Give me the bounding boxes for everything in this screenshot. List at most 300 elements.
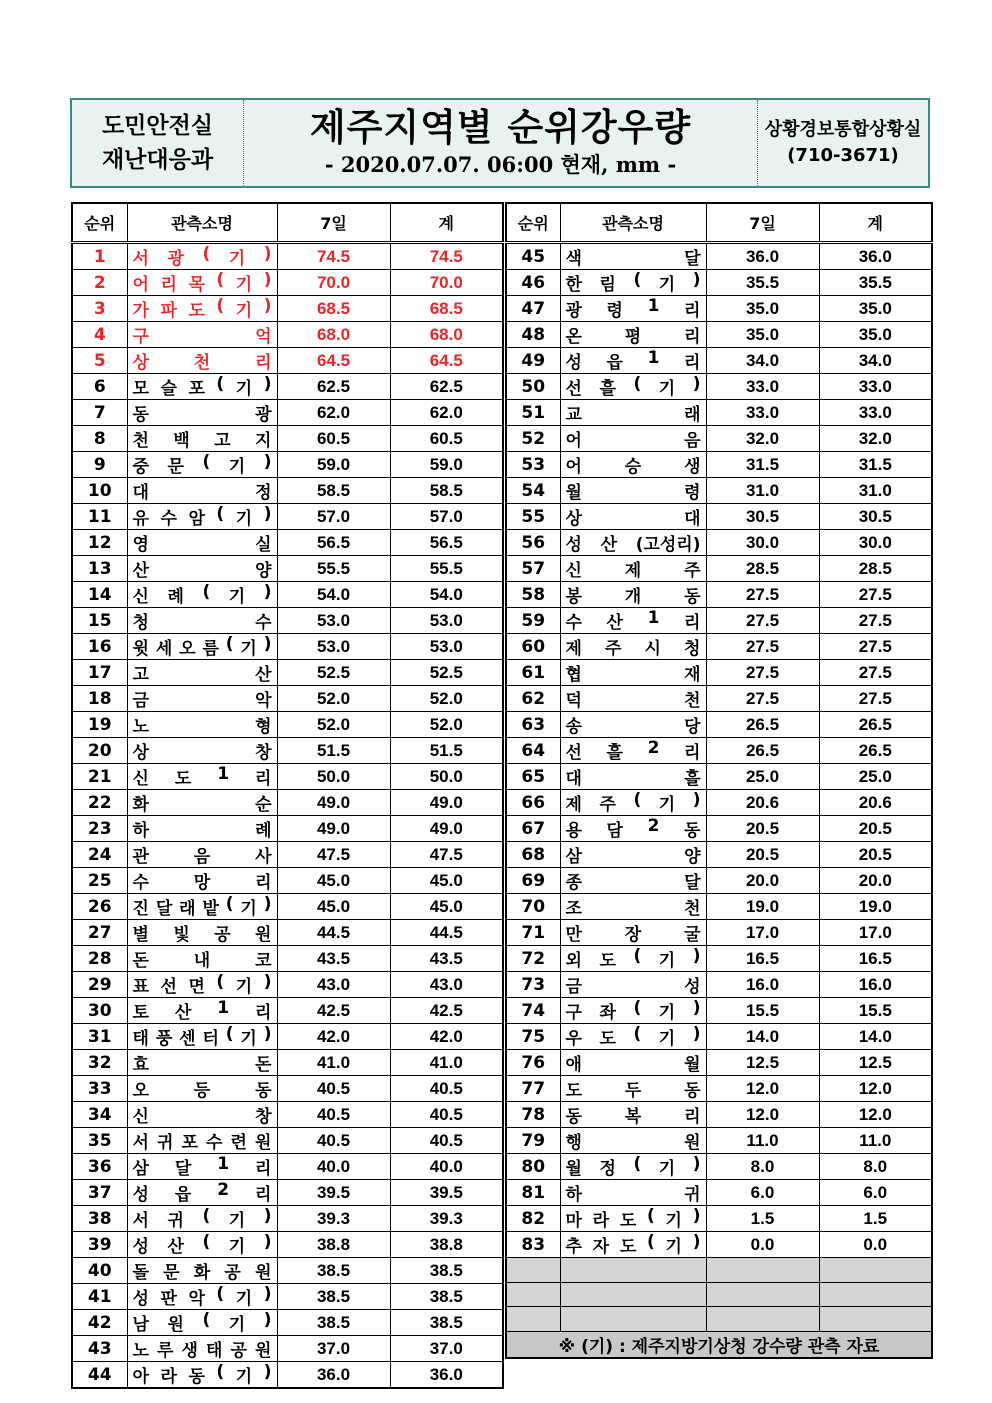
rain-7day-cell: 20.5 (706, 816, 819, 842)
station-name: 하 례 (132, 821, 272, 841)
rank-cell: 79 (506, 1128, 560, 1154)
station-name: 모 슬 포 ( 기 ) (132, 374, 272, 399)
station-name: 수 망 리 (132, 873, 272, 893)
rain-total-cell: 15.5 (819, 998, 932, 1024)
rank-cell: 57 (506, 556, 560, 582)
rain-total-cell: 53.0 (390, 634, 503, 660)
rain-total-cell: 49.0 (390, 816, 503, 842)
table-row (72, 1128, 503, 1154)
title-block (244, 100, 758, 186)
rain-total-cell: 43.0 (390, 972, 503, 998)
rain-7day-cell: 38.5 (277, 1310, 390, 1336)
table-row (506, 686, 932, 712)
rank-cell: 78 (506, 1102, 560, 1128)
table-row (506, 894, 932, 920)
rank-cell: 8 (72, 426, 127, 452)
rank-cell: 37 (72, 1180, 127, 1206)
rain-total-cell: 32.0 (819, 426, 932, 452)
station-name: 성 읍 1 리 (565, 348, 701, 373)
station-name: 산 양 (132, 561, 272, 581)
rain-7day-cell: 60.5 (277, 426, 390, 452)
station-name: 금 성 (565, 977, 701, 997)
table-row (72, 842, 503, 868)
empty-cell (819, 1307, 932, 1332)
rank-cell: 71 (506, 920, 560, 946)
rain-total-cell: 27.5 (819, 582, 932, 608)
table-row (72, 660, 503, 686)
table-row (506, 1154, 932, 1180)
rain-total-cell: 31.0 (819, 478, 932, 504)
rain-7day-cell: 12.0 (706, 1102, 819, 1128)
rain-7day-cell: 53.0 (277, 634, 390, 660)
rank-cell: 55 (506, 504, 560, 530)
rank-cell: 36 (72, 1154, 127, 1180)
table-row (506, 998, 932, 1024)
table-row (506, 764, 932, 790)
rain-7day-cell: 30.5 (706, 504, 819, 530)
rain-7day-cell: 38.5 (277, 1284, 390, 1310)
station-name-cell (560, 946, 706, 972)
rain-total-cell: 35.0 (819, 296, 932, 322)
station-name: 동 복 리 (565, 1107, 701, 1127)
station-name: 구 좌 ( 기 ) (565, 998, 701, 1023)
empty-cell (560, 1258, 706, 1283)
rain-7day-cell: 8.0 (706, 1154, 819, 1180)
table-row (72, 1180, 503, 1206)
rain-total-cell: 33.0 (819, 400, 932, 426)
rank-cell: 13 (72, 556, 127, 582)
station-name: 선 흘 ( 기 ) (565, 374, 701, 399)
rank-cell: 20 (72, 738, 127, 764)
rain-total-cell: 54.0 (390, 582, 503, 608)
table-row (506, 452, 932, 478)
station-name-cell (560, 1232, 706, 1258)
station-name-cell (560, 1050, 706, 1076)
table-row (72, 790, 503, 816)
rain-7day-cell: 27.5 (706, 582, 819, 608)
rain-total-cell: 59.0 (390, 452, 503, 478)
station-name: 대 흘 (565, 769, 701, 789)
station-name: 애 월 (565, 1055, 701, 1075)
col-rank-header: 순위 (72, 203, 127, 243)
table-row (72, 374, 503, 400)
station-name: 토 산 1 리 (132, 998, 272, 1023)
rain-total-cell: 27.5 (819, 660, 932, 686)
rain-total-cell: 45.0 (390, 868, 503, 894)
table-row (506, 530, 932, 556)
rain-total-cell: 74.5 (390, 243, 503, 270)
rain-total-cell: 12.5 (819, 1050, 932, 1076)
rain-total-cell: 58.5 (390, 478, 503, 504)
rank-cell: 9 (72, 452, 127, 478)
rain-7day-cell: 53.0 (277, 608, 390, 634)
station-name: 선 흘 2 리 (565, 738, 701, 763)
rank-cell: 41 (72, 1284, 127, 1310)
station-name-cell (127, 712, 277, 738)
rain-total-cell: 6.0 (819, 1180, 932, 1206)
table-row (72, 400, 503, 426)
rain-total-cell: 35.0 (819, 322, 932, 348)
table-row (506, 868, 932, 894)
rain-total-cell: 28.5 (819, 556, 932, 582)
table-row (506, 1050, 932, 1076)
station-name: 상 대 (565, 509, 701, 529)
table-row (72, 243, 503, 270)
station-name-cell (127, 530, 277, 556)
rain-total-cell: 38.5 (390, 1284, 503, 1310)
rain-total-cell: 35.5 (819, 270, 932, 296)
rain-total-cell: 64.5 (390, 348, 503, 374)
station-name: 성 읍 2 리 (132, 1180, 272, 1205)
station-name-cell (127, 1310, 277, 1336)
rain-7day-cell: 43.0 (277, 972, 390, 998)
table-row (506, 322, 932, 348)
rain-7day-cell: 0.0 (706, 1232, 819, 1258)
rank-cell: 12 (72, 530, 127, 556)
rain-7day-cell: 32.0 (706, 426, 819, 452)
rain-7day-cell: 45.0 (277, 868, 390, 894)
table-row (72, 972, 503, 998)
station-name: 서 귀 ( 기 ) (132, 1206, 272, 1231)
rain-7day-cell: 33.0 (706, 400, 819, 426)
table-row (72, 816, 503, 842)
station-name: 만 장 굴 (565, 925, 701, 945)
station-name: 도 두 동 (565, 1081, 701, 1101)
rain-total-cell: 52.5 (390, 660, 503, 686)
rain-total-cell: 44.5 (390, 920, 503, 946)
rank-cell: 15 (72, 608, 127, 634)
station-name-cell (560, 1102, 706, 1128)
station-name-cell (127, 842, 277, 868)
table-row (72, 1076, 503, 1102)
station-name-cell (560, 1154, 706, 1180)
station-name: 하 귀 (565, 1185, 701, 1205)
rank-cell: 75 (506, 1024, 560, 1050)
station-name-cell (560, 1206, 706, 1232)
department-block (72, 100, 244, 186)
station-name-cell (560, 322, 706, 348)
station-name: 태 풍 센 터 ( 기 ) (132, 1024, 272, 1049)
station-name-cell (127, 972, 277, 998)
table-body-left (72, 243, 503, 1389)
station-name: 상 창 (132, 743, 272, 763)
table-row (72, 1336, 503, 1362)
station-name: 종 달 (565, 873, 701, 893)
table-row (72, 712, 503, 738)
station-name: 신 제 주 (565, 561, 701, 581)
rank-cell: 69 (506, 868, 560, 894)
col-rank-header: 순위 (506, 203, 560, 243)
station-name-cell (560, 400, 706, 426)
rank-cell: 83 (506, 1232, 560, 1258)
station-name-cell (560, 868, 706, 894)
station-name: 덕 천 (565, 691, 701, 711)
rain-total-cell: 12.0 (819, 1076, 932, 1102)
rain-total-cell: 60.5 (390, 426, 503, 452)
rain-7day-cell: 6.0 (706, 1180, 819, 1206)
table-row (506, 296, 932, 322)
rain-total-cell: 1.5 (819, 1206, 932, 1232)
empty-cell (819, 1258, 932, 1283)
station-name: 유 수 암 ( 기 ) (132, 504, 272, 529)
station-name-cell (560, 478, 706, 504)
table-row (506, 972, 932, 998)
table-row (72, 738, 503, 764)
station-name-cell (127, 998, 277, 1024)
table-row (72, 1232, 503, 1258)
station-name-cell (127, 556, 277, 582)
station-name-cell (560, 348, 706, 374)
rain-7day-cell: 40.5 (277, 1128, 390, 1154)
station-name-cell (560, 764, 706, 790)
rank-cell: 3 (72, 296, 127, 322)
rank-cell: 16 (72, 634, 127, 660)
empty-cell (506, 1307, 560, 1332)
empty-row (506, 1258, 932, 1283)
rain-total-cell: 52.0 (390, 686, 503, 712)
station-name-cell (560, 1180, 706, 1206)
station-name: 금 악 (132, 691, 272, 711)
rank-cell: 56 (506, 530, 560, 556)
note-row (506, 1331, 932, 1358)
rain-total-cell: 42.5 (390, 998, 503, 1024)
station-name-cell (560, 712, 706, 738)
table-row (506, 426, 932, 452)
rain-7day-cell: 27.5 (706, 686, 819, 712)
rank-cell: 17 (72, 660, 127, 686)
rain-7day-cell: 15.5 (706, 998, 819, 1024)
rain-7day-cell: 20.6 (706, 790, 819, 816)
station-name-cell (127, 426, 277, 452)
office-name: 상황경보통합상황실 (764, 119, 922, 140)
rain-total-cell: 20.5 (819, 816, 932, 842)
rank-cell: 52 (506, 426, 560, 452)
station-name-cell (127, 1206, 277, 1232)
rank-cell: 18 (72, 686, 127, 712)
station-name-cell (127, 1154, 277, 1180)
rain-total-cell: 47.5 (390, 842, 503, 868)
station-name: 성 산 ( 기 ) (132, 1232, 272, 1257)
rank-cell: 53 (506, 452, 560, 478)
rank-cell: 4 (72, 322, 127, 348)
rank-cell: 11 (72, 504, 127, 530)
rain-total-cell: 56.5 (390, 530, 503, 556)
rank-cell: 46 (506, 270, 560, 296)
rain-7day-cell: 57.0 (277, 504, 390, 530)
rain-7day-cell: 26.5 (706, 712, 819, 738)
rain-7day-cell: 50.0 (277, 764, 390, 790)
table-row (506, 504, 932, 530)
rain-7day-cell: 25.0 (706, 764, 819, 790)
station-name-cell (560, 374, 706, 400)
station-name-cell (560, 243, 706, 270)
station-name-cell (560, 634, 706, 660)
station-name: 천 백 고 지 (132, 431, 272, 451)
rain-total-cell: 19.0 (819, 894, 932, 920)
rain-7day-cell: 11.0 (706, 1128, 819, 1154)
station-name: 성 판 악 ( 기 ) (132, 1284, 272, 1309)
empty-cell (706, 1258, 819, 1283)
station-name: 아 라 동 ( 기 ) (132, 1362, 272, 1387)
report-header (70, 98, 930, 188)
rain-total-cell: 38.5 (390, 1310, 503, 1336)
rain-7day-cell: 16.0 (706, 972, 819, 998)
station-name-cell (127, 1180, 277, 1206)
rain-7day-cell: 27.5 (706, 608, 819, 634)
rank-cell: 10 (72, 478, 127, 504)
footnote: ※ (기) : 제주지방기상청 강수량 관측 자료 (506, 1331, 932, 1358)
rain-7day-cell: 55.5 (277, 556, 390, 582)
empty-cell (506, 1282, 560, 1307)
table-row (72, 1362, 503, 1389)
station-name: 오 등 동 (132, 1081, 272, 1101)
rain-total-cell: 41.0 (390, 1050, 503, 1076)
rain-total-cell: 39.3 (390, 1206, 503, 1232)
table-row (72, 582, 503, 608)
rain-7day-cell: 52.0 (277, 712, 390, 738)
table-row (72, 608, 503, 634)
table-row (72, 296, 503, 322)
table-row (72, 764, 503, 790)
rain-7day-cell: 40.5 (277, 1102, 390, 1128)
rain-7day-cell: 43.5 (277, 946, 390, 972)
rain-7day-cell: 62.0 (277, 400, 390, 426)
rain-total-cell: 51.5 (390, 738, 503, 764)
table-row (506, 1128, 932, 1154)
rain-7day-cell: 70.0 (277, 270, 390, 296)
station-name-cell (127, 634, 277, 660)
rank-cell: 59 (506, 608, 560, 634)
station-name: 신 창 (132, 1107, 272, 1127)
rain-7day-cell: 30.0 (706, 530, 819, 556)
rain-total-cell: 26.5 (819, 712, 932, 738)
rank-cell: 30 (72, 998, 127, 1024)
station-name-cell (127, 1258, 277, 1284)
rain-7day-cell: 35.0 (706, 322, 819, 348)
station-name: 신 도 1 리 (132, 764, 272, 789)
rank-cell: 1 (72, 243, 127, 270)
rank-cell: 29 (72, 972, 127, 998)
rain-total-cell: 43.5 (390, 946, 503, 972)
rain-total-cell: 36.0 (390, 1362, 503, 1389)
station-name: 어 음 (565, 431, 701, 451)
col-station-header: 관측소명 (127, 203, 277, 243)
station-name-cell (127, 660, 277, 686)
station-name-cell (127, 608, 277, 634)
rank-cell: 43 (72, 1336, 127, 1362)
rain-total-cell: 62.5 (390, 374, 503, 400)
department-line-1: 도민안전실 (101, 113, 214, 139)
station-name: 월 령 (565, 483, 701, 503)
rain-7day-cell: 51.5 (277, 738, 390, 764)
station-name: 노 루 생 태 공 원 (132, 1341, 272, 1361)
rain-total-cell: 16.5 (819, 946, 932, 972)
rain-7day-cell: 37.0 (277, 1336, 390, 1362)
station-name: 동 광 (132, 405, 272, 425)
rank-cell: 77 (506, 1076, 560, 1102)
rank-cell: 81 (506, 1180, 560, 1206)
table-row (72, 556, 503, 582)
station-name-cell (560, 842, 706, 868)
table-row (506, 946, 932, 972)
table-row (72, 686, 503, 712)
rank-cell: 44 (72, 1362, 127, 1389)
station-name-cell (127, 296, 277, 322)
table-header-row (506, 203, 932, 243)
station-name: 노 형 (132, 717, 272, 737)
station-name-cell (127, 322, 277, 348)
station-name-cell (127, 1102, 277, 1128)
station-name: 윗 세 오 름 ( 기 ) (132, 634, 272, 659)
station-name: 어 리 목 ( 기 ) (132, 270, 272, 295)
table-row (506, 348, 932, 374)
rain-7day-cell: 64.5 (277, 348, 390, 374)
table-row (506, 478, 932, 504)
empty-cell (819, 1282, 932, 1307)
station-name: 표 선 면 ( 기 ) (132, 972, 272, 997)
station-name-cell (560, 426, 706, 452)
rain-total-cell: 68.5 (390, 296, 503, 322)
rain-total-cell: 38.8 (390, 1232, 503, 1258)
rain-total-cell: 12.0 (819, 1102, 932, 1128)
station-name: 삼 달 1 리 (132, 1154, 272, 1179)
rain-7day-cell: 74.5 (277, 243, 390, 270)
rain-total-cell: 53.0 (390, 608, 503, 634)
rain-7day-cell: 36.0 (706, 243, 819, 270)
rank-cell: 49 (506, 348, 560, 374)
station-name: 성 산 (고성리) (565, 535, 701, 555)
station-name: 별 빛 공 원 (132, 925, 272, 945)
rain-7day-cell: 56.5 (277, 530, 390, 556)
table-row (506, 582, 932, 608)
station-name: 외 도 ( 기 ) (565, 946, 701, 971)
rain-7day-cell: 34.0 (706, 348, 819, 374)
rank-cell: 28 (72, 946, 127, 972)
table-row (72, 1102, 503, 1128)
rain-7day-cell: 49.0 (277, 790, 390, 816)
station-name-cell (560, 504, 706, 530)
table-row (506, 920, 932, 946)
rain-7day-cell: 35.5 (706, 270, 819, 296)
rain-7day-cell: 68.0 (277, 322, 390, 348)
rain-7day-cell: 39.3 (277, 1206, 390, 1232)
station-name: 용 담 2 동 (565, 816, 701, 841)
station-name-cell (560, 738, 706, 764)
station-name-cell (127, 1128, 277, 1154)
rank-cell: 19 (72, 712, 127, 738)
rain-7day-cell: 12.5 (706, 1050, 819, 1076)
table-row (72, 1154, 503, 1180)
rank-cell: 6 (72, 374, 127, 400)
station-name-cell (127, 582, 277, 608)
table-row (72, 452, 503, 478)
table-row (506, 243, 932, 270)
station-name: 어 승 생 (565, 457, 701, 477)
table-row (72, 1310, 503, 1336)
table-row (72, 530, 503, 556)
station-name-cell (127, 946, 277, 972)
station-name-cell (127, 1024, 277, 1050)
station-name: 한 림 ( 기 ) (565, 270, 701, 295)
table-row (72, 1050, 503, 1076)
station-name: 진 달 래 밭 ( 기 ) (132, 894, 272, 919)
table-row (72, 634, 503, 660)
station-name-cell (560, 556, 706, 582)
station-name: 추 자 도 ( 기 ) (565, 1232, 701, 1257)
rainfall-table-left (71, 202, 504, 1389)
station-name-cell (127, 738, 277, 764)
station-name-cell (127, 816, 277, 842)
